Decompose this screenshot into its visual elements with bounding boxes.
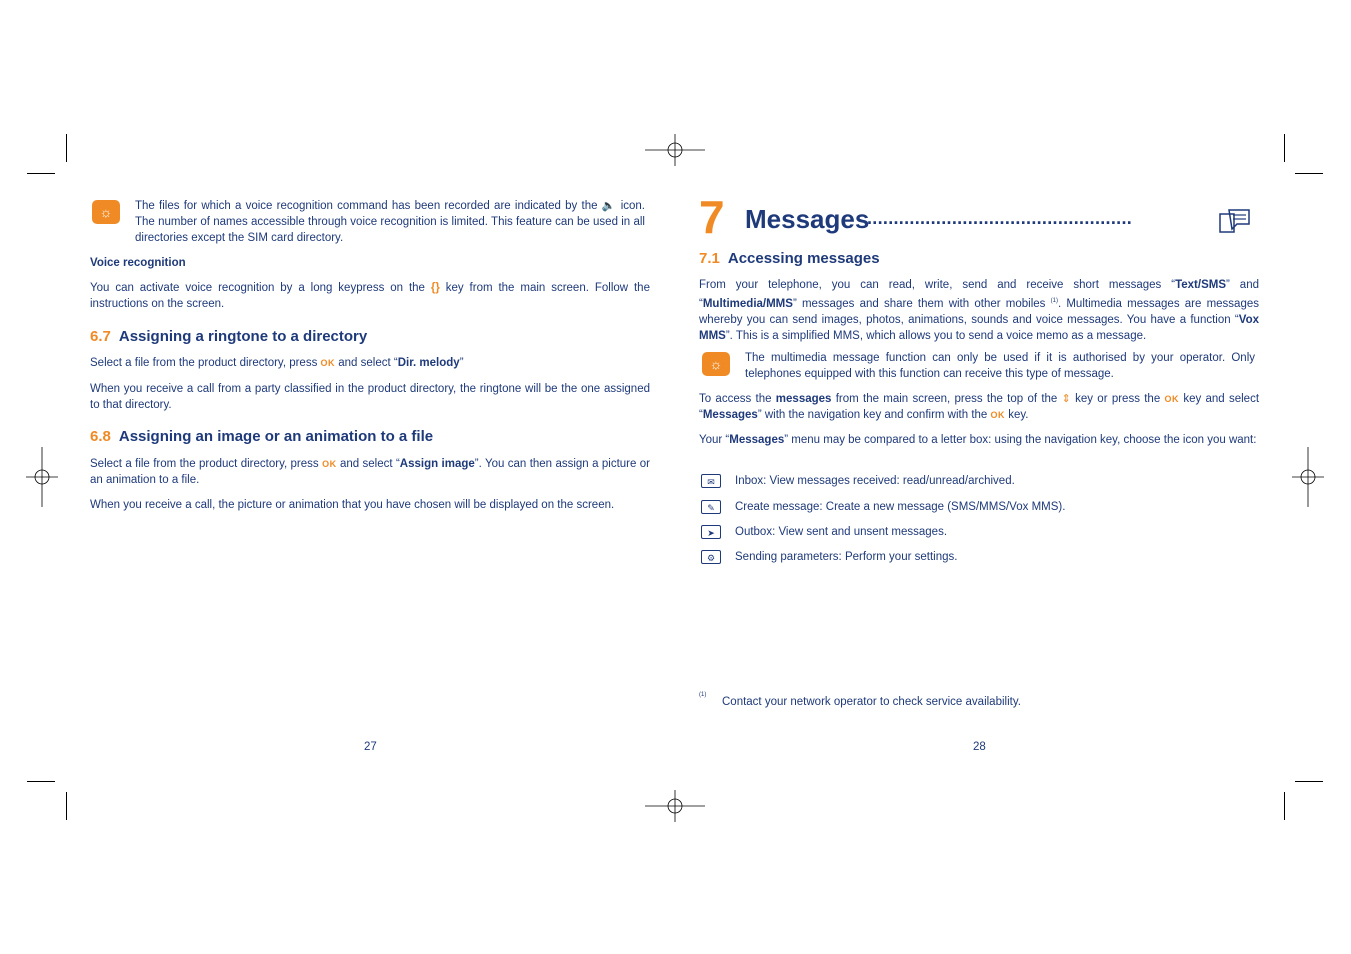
access-text-f: key. <box>1008 409 1029 421</box>
tip-note <box>135 198 645 246</box>
outbox-icon: ➤ <box>701 525 721 539</box>
speaker-icon: 🔈 <box>601 200 617 212</box>
p1-text-b: and select “ <box>338 357 398 369</box>
access-bold-2: Messages <box>702 409 758 421</box>
p1-bold: Dir. melody <box>397 357 460 369</box>
footnote-mark: (1) <box>699 692 707 698</box>
ok-key-icon: OK <box>320 358 336 368</box>
nav-key-icon: ⇕ <box>1061 393 1071 405</box>
menu-paragraph <box>699 432 1259 448</box>
tip-text: The files for which a voice recognition command has been recorded are indicated by the <box>135 200 598 212</box>
tip-icon: ☼ <box>92 200 120 224</box>
list-item-text: Create message: Create a new message (SMS/MMS/Vox MMS). <box>735 501 1066 513</box>
intro-bold-1: Text/SMS <box>1175 279 1227 291</box>
tip-text-continued: icon. The number of names accessible through voice recognition is limited. This feature can be used in all directories except the SIM card directory. <box>135 200 645 244</box>
list-item-text: Inbox: View messages received: read/unread/archived. <box>735 475 1015 487</box>
p1-text-a: Select a file from the product directory, press <box>90 357 318 369</box>
menu-text-a: Your “ <box>699 434 730 446</box>
access-paragraph <box>699 391 1259 423</box>
chapter-heading <box>699 191 1259 243</box>
section-6-8-heading <box>90 428 433 445</box>
p1-text-c: ”. You can then assign a picture or an animation to a file. <box>90 458 650 486</box>
p1-text-a: Select a file from the product directory, press <box>90 458 319 470</box>
section-title: Assigning a ringtone to a directory <box>118 328 368 345</box>
intro-text-d: . Multimedia messages are messages whereby you can send images, photos, animations, sounds and voice messages. You have a function “ <box>699 297 1259 326</box>
list-item-text: Sending parameters: Perform your settings. <box>735 551 958 563</box>
footnote-ref: (1) <box>1050 298 1058 304</box>
menu-text-b: ” menu may be compared to a letter box: using the navigation key, choose the icon you want: <box>784 434 1257 446</box>
registration-mark-right <box>1292 447 1324 507</box>
menu-bold: Messages <box>729 434 785 446</box>
section-7-1-heading <box>699 250 880 267</box>
create-message-icon: ✎ <box>701 500 721 514</box>
footnote-text: Contact your network operator to check service availability. <box>722 696 1021 708</box>
registration-mark-left <box>26 447 58 507</box>
section-6-7-heading <box>90 328 367 345</box>
chapter-number: 7 <box>699 191 725 243</box>
chapter-title: Messages <box>745 204 870 234</box>
access-text-c: key or press the <box>1075 393 1161 405</box>
tip-icon: ☼ <box>702 352 730 376</box>
p1-text-b: and select “ <box>339 458 400 470</box>
p1-text-c: ” <box>459 357 464 369</box>
ok-key-icon: OK <box>322 459 337 469</box>
voice-key-icon: {} <box>430 282 440 294</box>
section-6-8-p1 <box>90 456 650 488</box>
section-6-8-p2: When you receive a call, the picture or animation that you have chosen will be displayed on the screen. <box>90 499 615 511</box>
section-title: Assigning an image or an animation to a file <box>118 428 434 445</box>
access-bold-1: messages <box>775 393 832 405</box>
voice-recognition-text <box>90 280 650 312</box>
intro-text-b: ” and “ <box>699 279 1259 310</box>
access-text-b: from the main screen, press the top of the <box>835 393 1058 405</box>
voice-recognition-heading: Voice recognition <box>90 257 186 269</box>
ok-key-icon: OK <box>990 410 1006 420</box>
registration-mark-bottom <box>645 790 705 822</box>
section-number: 7.1 <box>699 250 720 267</box>
access-text-d: key and select “ <box>699 393 1260 421</box>
section-6-7-p1 <box>90 355 650 371</box>
p1-bold: Assign image <box>399 458 475 470</box>
inbox-icon: ✉ <box>701 474 721 488</box>
tip-note: The multimedia message function can only be used if it is authorised by your operator. Only telephones equipped with this function can receive this type of message. <box>745 352 1255 380</box>
voice-text-a: You can activate voice recognition by a long keypress on the <box>90 282 425 294</box>
list-item-text: Outbox: View sent and unsent messages. <box>735 526 948 538</box>
access-text-e: ” with the navigation key and confirm with the <box>757 409 988 421</box>
access-text-a: To access the <box>699 393 772 405</box>
sending-parameters-icon: ⚙ <box>701 550 721 564</box>
section-6-7-p2: When you receive a call from a party classified in the product directory, the ringtone will be the one assigned to that directory. <box>90 383 650 411</box>
intro-paragraph <box>699 277 1259 344</box>
section-number: 6.8 <box>90 428 111 445</box>
intro-bold-2: Multimedia/MMS <box>702 297 793 310</box>
messages-chapter-icon <box>1219 206 1253 234</box>
chapter-dots: .................................................. <box>867 208 1133 228</box>
intro-bold-3: Vox MMS <box>699 313 1259 342</box>
intro-text-c: ” messages and share them with other mobiles <box>792 297 1046 310</box>
ok-key-icon: OK <box>1164 394 1180 404</box>
section-number: 6.7 <box>90 328 111 345</box>
page-number-left: 27 <box>364 741 377 753</box>
intro-text-a: From your telephone, you can read, write, send and receive short messages “ <box>699 279 1176 291</box>
page-number-right: 28 <box>973 741 986 753</box>
section-title: Accessing messages <box>727 250 880 267</box>
registration-mark-top <box>645 134 705 166</box>
voice-text-b: key from the main screen. Follow the instructions on the screen. <box>90 282 650 310</box>
intro-text-e: ”. This is a simplified MMS, which allows you to send a voice memo as a message. <box>725 329 1147 342</box>
